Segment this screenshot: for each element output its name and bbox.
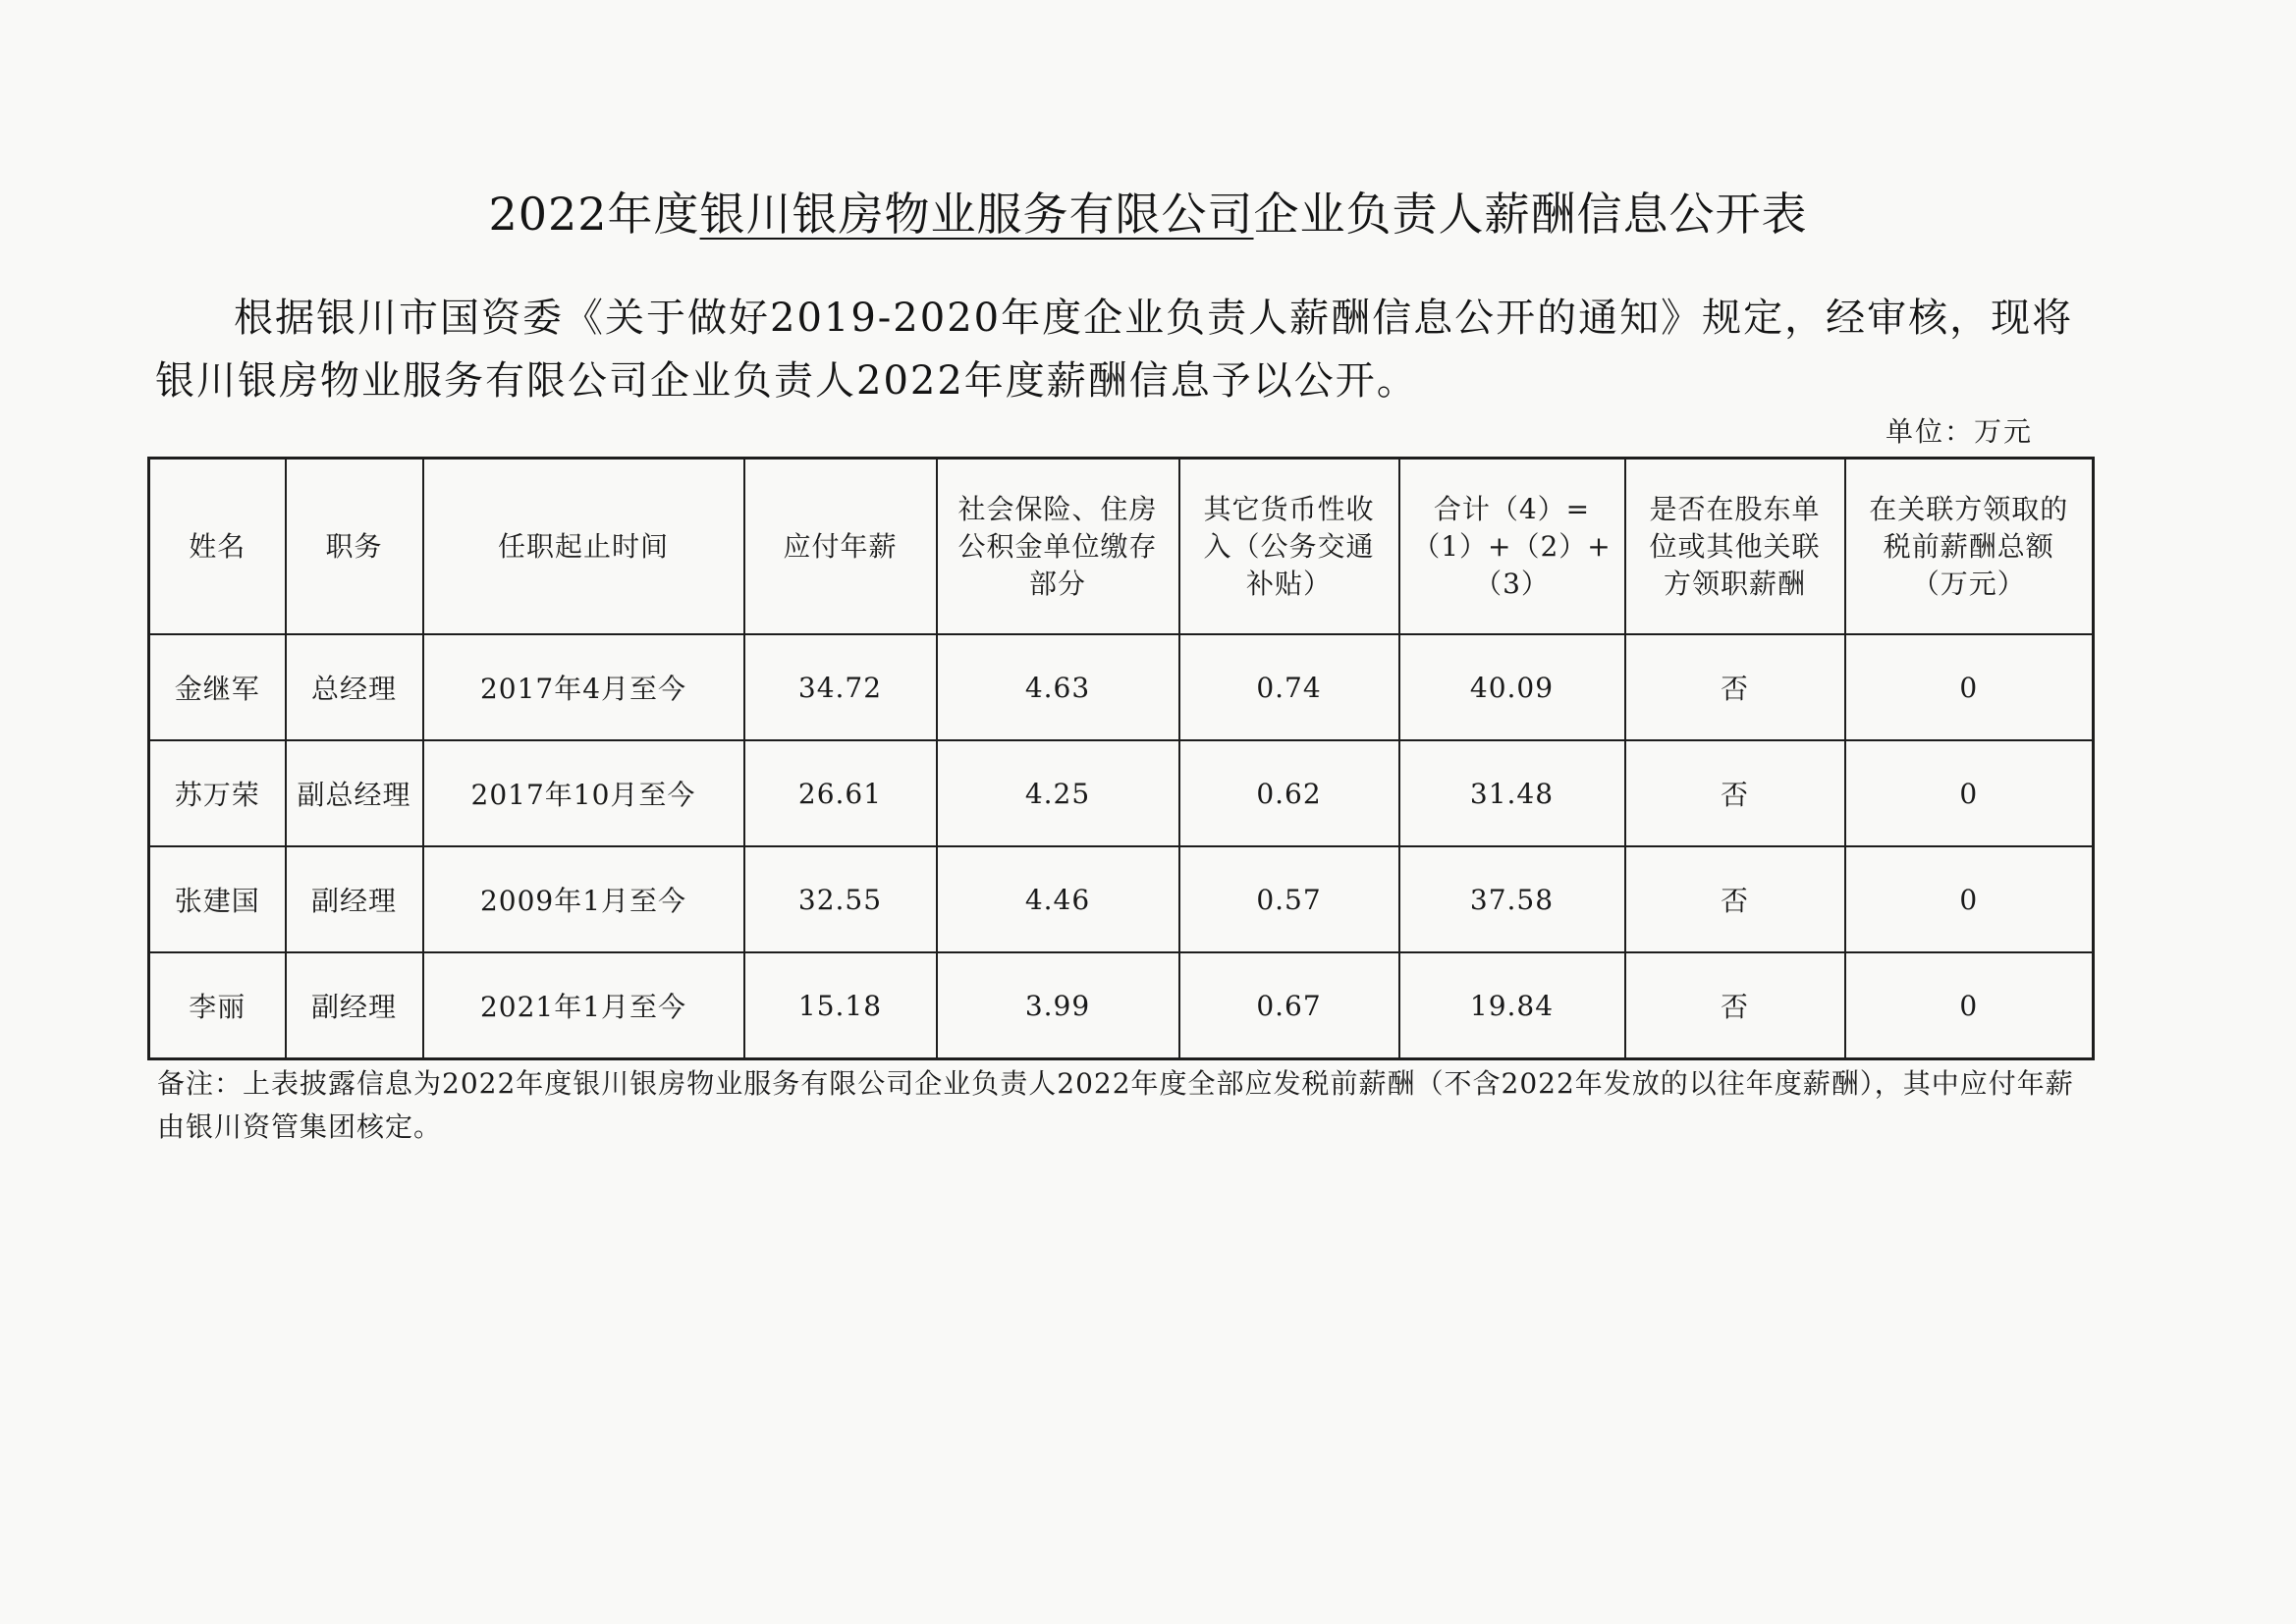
header-total [1399, 459, 1625, 635]
header-line: 应付年薪 [783, 529, 898, 563]
header-social-insurance [937, 459, 1179, 635]
cell-tenure: 2009年1月至今 [423, 846, 744, 952]
cell-tenure: 2021年1月至今 [423, 952, 744, 1059]
cell-shareholder-pay: 否 [1625, 740, 1845, 846]
table-row [149, 952, 2094, 1059]
header-line: （3） [1474, 567, 1550, 600]
header-position [286, 459, 423, 635]
cell-total: 31.48 [1399, 740, 1625, 846]
cell-name: 李丽 [149, 952, 286, 1059]
header-line: 补贴） [1245, 567, 1332, 600]
cell-related-party-total: 0 [1845, 634, 2094, 740]
cell-shareholder-pay: 否 [1625, 952, 1845, 1059]
header-line: 职务 [325, 529, 383, 563]
cell-position: 副经理 [286, 952, 423, 1059]
header-line: 任职起止时间 [497, 529, 669, 563]
header-tenure [423, 459, 744, 635]
cell-other-income: 0.67 [1179, 952, 1399, 1059]
header-line: 是否在股东单 [1649, 492, 1821, 525]
cell-shareholder-pay: 否 [1625, 634, 1845, 740]
header-line: 入（公务交通 [1203, 529, 1375, 563]
intro-paragraph: 根据银川市国资委《关于做好2019-2020年度企业负责人薪酬信息公开的通知》规定，经审核，现将银川银房物业服务有限公司企业负责人2022年度薪酬信息予以公开。 [155, 296, 2074, 404]
cell-total: 19.84 [1399, 952, 1625, 1059]
cell-other-income: 0.57 [1179, 846, 1399, 952]
header-line: 税前薪酬总额 [1883, 529, 2054, 563]
title-suffix: 企业负责人薪酬信息公开表 [1253, 188, 1808, 241]
salary-table [147, 457, 2095, 1060]
header-line: 社会保险、住房 [957, 492, 1158, 525]
footnote: 备注：上表披露信息为2022年度银川银房物业服务有限公司企业负责人2022年度全部应发税前薪酬（不含2022年发放的以往年度薪酬），其中应付年薪由银川资管集团核定。 [157, 1067, 2074, 1143]
header-line: 公积金单位缴存 [957, 529, 1158, 563]
header-shareholder-pay [1625, 459, 1845, 635]
cell-annual-salary: 34.72 [744, 634, 937, 740]
cell-social-insurance: 4.63 [937, 634, 1179, 740]
cell-other-income: 0.62 [1179, 740, 1399, 846]
header-line: （1）+（2）+ [1412, 529, 1612, 563]
cell-position: 副经理 [286, 846, 423, 952]
title-prefix: 2022年度 [488, 188, 700, 241]
cell-annual-salary: 26.61 [744, 740, 937, 846]
table-row [149, 846, 2094, 952]
cell-total: 37.58 [1399, 846, 1625, 952]
cell-social-insurance: 3.99 [937, 952, 1179, 1059]
header-line: 部分 [1028, 567, 1086, 600]
cell-name: 苏万荣 [149, 740, 286, 846]
table-row [149, 634, 2094, 740]
table-row [149, 740, 2094, 846]
cell-other-income: 0.74 [1179, 634, 1399, 740]
unit-label: 单位：万元 [1886, 415, 2034, 448]
cell-shareholder-pay: 否 [1625, 846, 1845, 952]
cell-annual-salary: 15.18 [744, 952, 937, 1059]
cell-related-party-total: 0 [1845, 846, 2094, 952]
cell-tenure: 2017年4月至今 [423, 634, 744, 740]
cell-tenure: 2017年10月至今 [423, 740, 744, 846]
cell-related-party-total: 0 [1845, 952, 2094, 1059]
cell-name: 金继军 [149, 634, 286, 740]
cell-total: 40.09 [1399, 634, 1625, 740]
header-line: 在关联方领取的 [1869, 492, 2069, 525]
title-company: 银川银房物业服务有限公司 [699, 188, 1254, 241]
cell-name: 张建国 [149, 846, 286, 952]
header-line: 位或其他关联 [1649, 529, 1821, 563]
cell-social-insurance: 4.25 [937, 740, 1179, 846]
header-line: 姓名 [189, 529, 246, 563]
cell-position: 副总经理 [286, 740, 423, 846]
table-header-row [149, 459, 2094, 635]
cell-annual-salary: 32.55 [744, 846, 937, 952]
header-annual-salary [744, 459, 937, 635]
header-line: 方领职薪酬 [1663, 567, 1806, 600]
page-title [0, 179, 2296, 244]
cell-related-party-total: 0 [1845, 740, 2094, 846]
cell-position: 总经理 [286, 634, 423, 740]
header-line: （万元） [1911, 567, 2026, 600]
header-name [149, 459, 286, 635]
header-other-income [1179, 459, 1399, 635]
cell-social-insurance: 4.46 [937, 846, 1179, 952]
header-line: 合计（4）= [1433, 492, 1591, 525]
header-line: 其它货币性收 [1203, 492, 1375, 525]
header-related-party-total [1845, 459, 2094, 635]
